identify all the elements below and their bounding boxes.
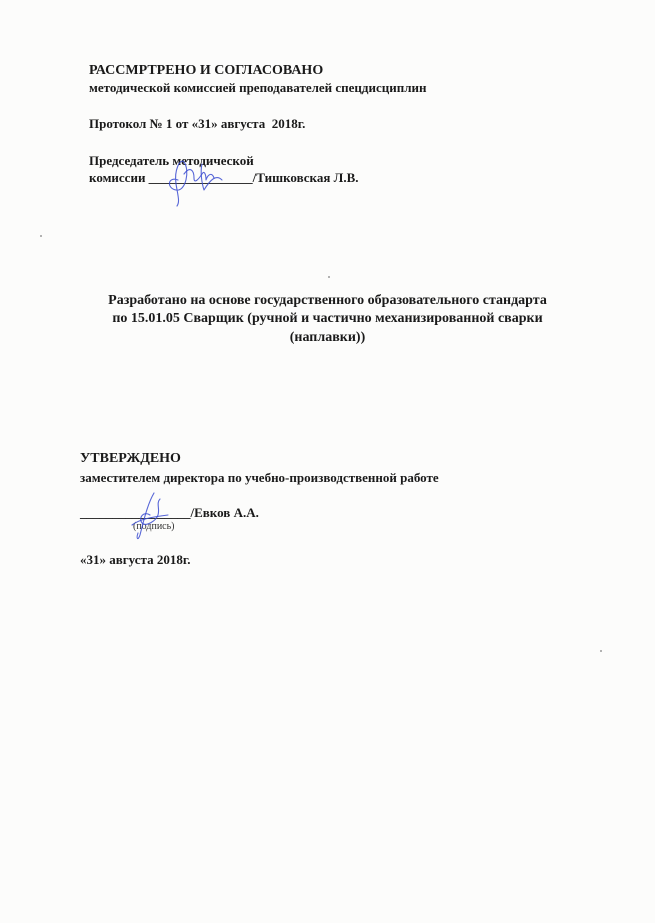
protocol-line: Протокол № 1 от «31» августа 2018г. xyxy=(89,116,306,131)
approved-date: «31» августа 2018г. xyxy=(80,552,191,567)
scan-speck xyxy=(328,276,330,278)
scan-speck xyxy=(600,650,602,652)
chair-line-1: Председатель методической xyxy=(89,153,254,168)
scan-speck xyxy=(40,235,42,237)
basis-line-2: по 15.01.05 Сварщик (ручной и частично механизированной сварки xyxy=(112,311,543,326)
basis-line-3: (наплавки)) xyxy=(289,330,366,345)
chair-line-2: комиссии ________________/Тишковская Л.В. xyxy=(89,170,359,185)
approved-heading: УТВЕРЖДЕНО xyxy=(80,451,181,466)
approval-heading: РАССМРТРЕНО И СОГЛАСОВАНО xyxy=(89,63,324,78)
signature-caption: (подпись) xyxy=(133,521,175,532)
basis-line-1: Разработано на основе государственного образовательного стандарта xyxy=(108,293,547,308)
approved-subheading: заместителем директора по учебно-производственной работе xyxy=(80,470,439,485)
approval-subheading: методической комиссией преподавателей спецдисциплин xyxy=(89,80,427,95)
approved-signature-line: _________________/Евков А.А. xyxy=(80,505,259,520)
